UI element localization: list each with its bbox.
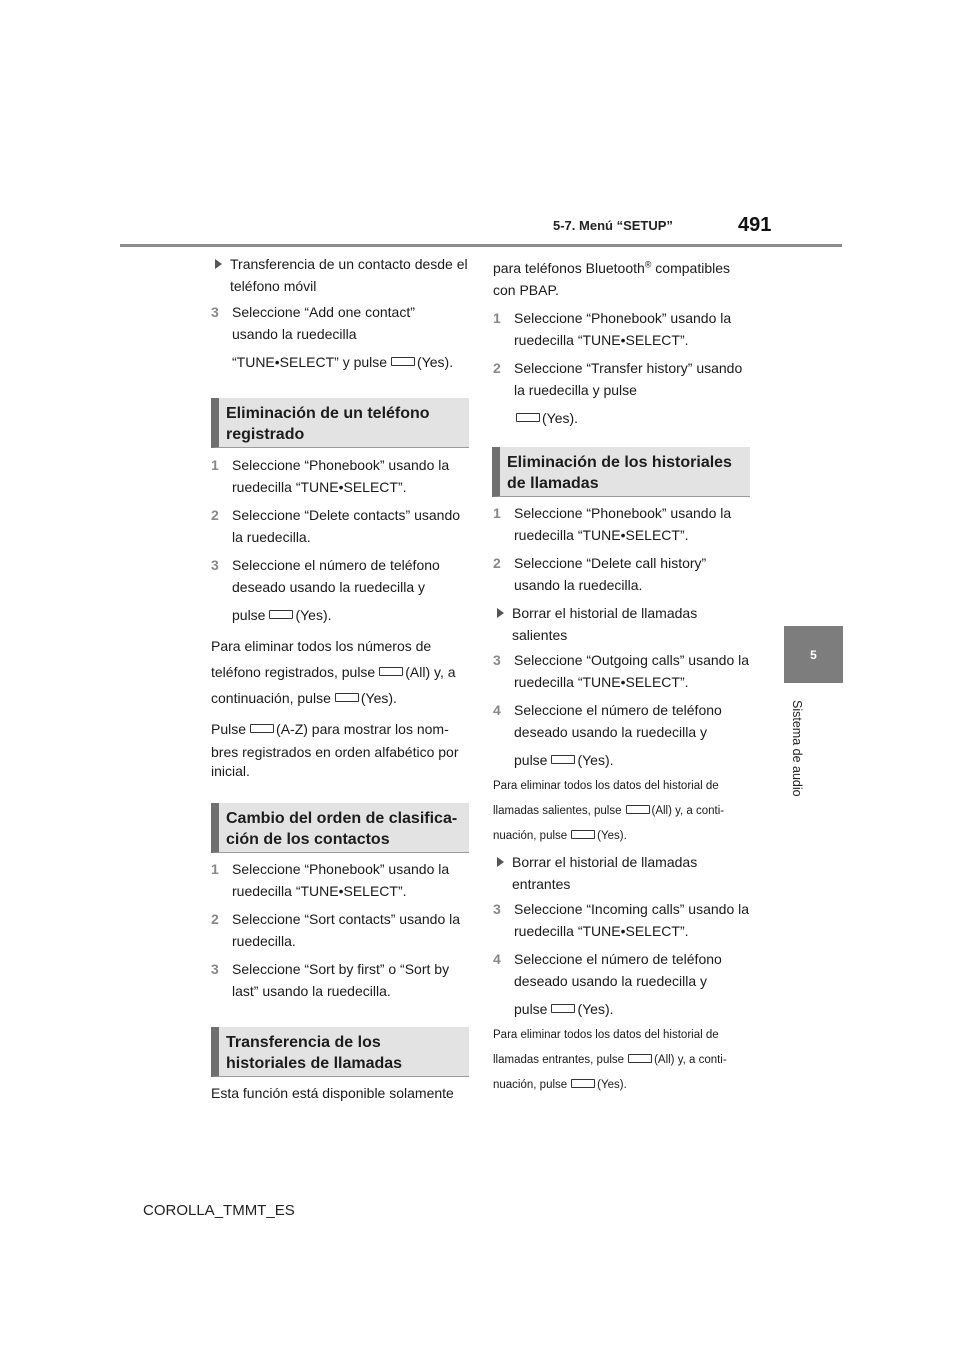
page-number: 491 bbox=[738, 214, 772, 236]
note-text: nuación, pulse bbox=[493, 830, 568, 842]
step bbox=[211, 504, 473, 548]
left-column-delete bbox=[211, 454, 473, 781]
paragraph-text: teléfono registrados, pulse bbox=[211, 664, 376, 680]
note-text: (Yes). bbox=[597, 1079, 627, 1091]
step-add-contact-cont bbox=[211, 351, 473, 373]
step-text: Seleccione “Delete call history” usando la ruedecilla. bbox=[514, 555, 707, 593]
az-button-icon bbox=[250, 724, 274, 733]
step-number: 2 bbox=[493, 555, 501, 571]
step bbox=[493, 307, 755, 351]
step-number: 2 bbox=[211, 911, 219, 927]
section-heading: Eliminación de un teléfono registrado bbox=[211, 398, 469, 448]
step bbox=[493, 357, 755, 401]
step-text: (Yes). bbox=[577, 1001, 614, 1017]
bullet-outgoing: Borrar el historial de llamadas salientes bbox=[493, 602, 755, 646]
step-text: Seleccione “Incoming calls” usando la ruedecilla “TUNE•SELECT”. bbox=[514, 901, 750, 939]
footer-model-code: COROLLA_TMMT_ES bbox=[143, 1202, 295, 1219]
step-add-contact bbox=[211, 301, 473, 345]
paragraph: Esta función está disponible solamente bbox=[211, 1085, 454, 1101]
step-number: 4 bbox=[493, 951, 501, 967]
step bbox=[493, 699, 755, 743]
paragraph-text: Para eliminar todos los números de bbox=[211, 638, 432, 654]
paragraph bbox=[211, 661, 473, 683]
note-text: (All) y, a conti- bbox=[651, 805, 725, 817]
step bbox=[211, 908, 473, 952]
step-number: 3 bbox=[211, 304, 219, 320]
note: Para eliminar todos los datos del historial de bbox=[493, 780, 719, 792]
step-text: Seleccione “Phonebook” usando la ruedecilla “TUNE•SELECT”. bbox=[232, 457, 450, 495]
step-text: (Yes). bbox=[577, 752, 614, 768]
bullet-incoming: Borrar el historial de llamadas entrantes bbox=[493, 851, 755, 895]
step-text: Seleccione el número de teléfono deseado usando la ruedecilla y bbox=[514, 951, 722, 989]
section-title: 5-7. Menú “SETUP” bbox=[553, 218, 673, 233]
note-text: (All) y, a conti- bbox=[654, 1054, 727, 1066]
step-text: “TUNE•SELECT” y pulse bbox=[232, 354, 388, 370]
step bbox=[493, 649, 755, 693]
header-rule bbox=[120, 244, 842, 247]
step-text: usando la ruedecilla bbox=[232, 326, 357, 342]
paragraph: bres registrados en orden alfabético por inicial. bbox=[211, 744, 459, 779]
bullet-transfer-contact: Transferencia de un contacto desde el teléfono móvil bbox=[211, 253, 473, 297]
note-text: (Yes). bbox=[597, 830, 627, 842]
step-number: 3 bbox=[211, 961, 219, 977]
section-heading: Cambio del orden de clasifica- ción de los contactos bbox=[211, 803, 469, 853]
paragraph-text: (A-Z) para mostrar los nom- bbox=[276, 721, 449, 737]
paragraph bbox=[211, 687, 473, 709]
step-text: Seleccione “Sort contacts” usando la ruedecilla. bbox=[232, 911, 461, 949]
step-cont bbox=[493, 407, 755, 429]
yes-button-icon bbox=[335, 693, 359, 702]
step-number: 1 bbox=[493, 310, 501, 326]
yes-button-icon bbox=[571, 830, 595, 839]
step-cont bbox=[493, 749, 755, 771]
step-text: Seleccione “Phonebook” usando la ruedecilla “TUNE•SELECT”. bbox=[514, 310, 732, 348]
note-text: llamadas salientes, pulse bbox=[493, 805, 622, 817]
yes-button-icon bbox=[516, 413, 540, 422]
section-heading: Eliminación de los historiales de llamadas bbox=[492, 447, 750, 497]
all-button-icon bbox=[628, 1054, 652, 1063]
step-number: 3 bbox=[493, 901, 501, 917]
note bbox=[493, 1074, 755, 1096]
step-number: 2 bbox=[493, 360, 501, 376]
section-heading: Transferencia de los historiales de llamadas bbox=[211, 1027, 469, 1077]
yes-button-icon bbox=[571, 1079, 595, 1088]
step-text: (Yes). bbox=[542, 410, 579, 426]
left-column-bottom bbox=[211, 1082, 473, 1104]
step-text: (Yes). bbox=[295, 607, 332, 623]
paragraph-text: compatibles con PBAP. bbox=[493, 260, 731, 298]
all-button-icon bbox=[626, 805, 650, 814]
step-text: Seleccione “Sort by first” o “Sort by last” usando la ruedecilla. bbox=[232, 961, 450, 999]
step-text: Seleccione “Delete contacts” usando la ruedecilla. bbox=[232, 507, 461, 545]
chapter-label-text: Sistema de audio bbox=[790, 700, 804, 797]
right-column-delete-history bbox=[493, 502, 755, 1096]
step-text: Seleccione “Outgoing calls” usando la ruedecilla “TUNE•SELECT”. bbox=[514, 652, 750, 690]
yes-button-icon bbox=[391, 357, 415, 366]
paragraph-text: continuación, pulse bbox=[211, 690, 331, 706]
paragraph-text: para teléfonos Bluetooth bbox=[493, 260, 645, 276]
step bbox=[211, 554, 473, 598]
paragraph bbox=[211, 635, 473, 657]
step bbox=[493, 948, 755, 992]
step-text: pulse bbox=[514, 1001, 548, 1017]
note bbox=[493, 800, 755, 822]
yes-button-icon bbox=[551, 755, 575, 764]
paragraph-text: Pulse bbox=[211, 721, 247, 737]
step-text: Seleccione “Add one contact” bbox=[232, 304, 415, 320]
right-column-top bbox=[493, 257, 755, 429]
step bbox=[493, 502, 755, 546]
step bbox=[493, 898, 755, 942]
step-text: pulse bbox=[514, 752, 548, 768]
step-number: 3 bbox=[211, 557, 219, 573]
paragraph-text: (All) y, a bbox=[405, 664, 456, 680]
note: Para eliminar todos los datos del historial de bbox=[493, 1029, 719, 1041]
yes-button-icon bbox=[269, 610, 293, 619]
note bbox=[493, 825, 755, 847]
chapter-tab-label bbox=[766, 700, 826, 810]
step-text: Seleccione “Phonebook” usando la ruedecilla “TUNE•SELECT”. bbox=[514, 505, 732, 543]
step-number: 4 bbox=[493, 702, 501, 718]
step-number: 3 bbox=[493, 652, 501, 668]
step bbox=[493, 552, 755, 596]
left-column-top bbox=[211, 253, 473, 373]
step-text: pulse bbox=[232, 607, 266, 623]
yes-button-icon bbox=[551, 1004, 575, 1013]
registered-mark: ® bbox=[644, 259, 652, 270]
note bbox=[493, 1049, 755, 1071]
step-text: Seleccione el número de teléfono deseado usando la ruedecilla y bbox=[514, 702, 722, 740]
paragraph-text: (Yes). bbox=[360, 690, 397, 706]
step bbox=[211, 958, 473, 1002]
all-button-icon bbox=[379, 667, 403, 676]
paragraph bbox=[211, 718, 473, 740]
step bbox=[211, 858, 473, 902]
step-cont bbox=[211, 604, 473, 626]
step-text: (Yes). bbox=[417, 354, 454, 370]
step-number: 1 bbox=[211, 457, 219, 473]
step-number: 1 bbox=[211, 861, 219, 877]
step-text: Seleccione “Transfer history” usando la ruedecilla y pulse bbox=[514, 360, 743, 398]
step-text: Seleccione el número de teléfono deseado usando la ruedecilla y bbox=[232, 557, 440, 595]
step-cont bbox=[493, 998, 755, 1020]
paragraph bbox=[493, 257, 755, 301]
step-number: 1 bbox=[493, 505, 501, 521]
note-text: llamadas entrantes, pulse bbox=[493, 1054, 625, 1066]
left-column-sort bbox=[211, 858, 473, 1002]
note-text: nuación, pulse bbox=[493, 1079, 568, 1091]
step-text: Seleccione “Phonebook” usando la ruedecilla “TUNE•SELECT”. bbox=[232, 861, 450, 899]
step bbox=[211, 454, 473, 498]
chapter-tab: 5 bbox=[784, 626, 843, 683]
step-number: 2 bbox=[211, 507, 219, 523]
